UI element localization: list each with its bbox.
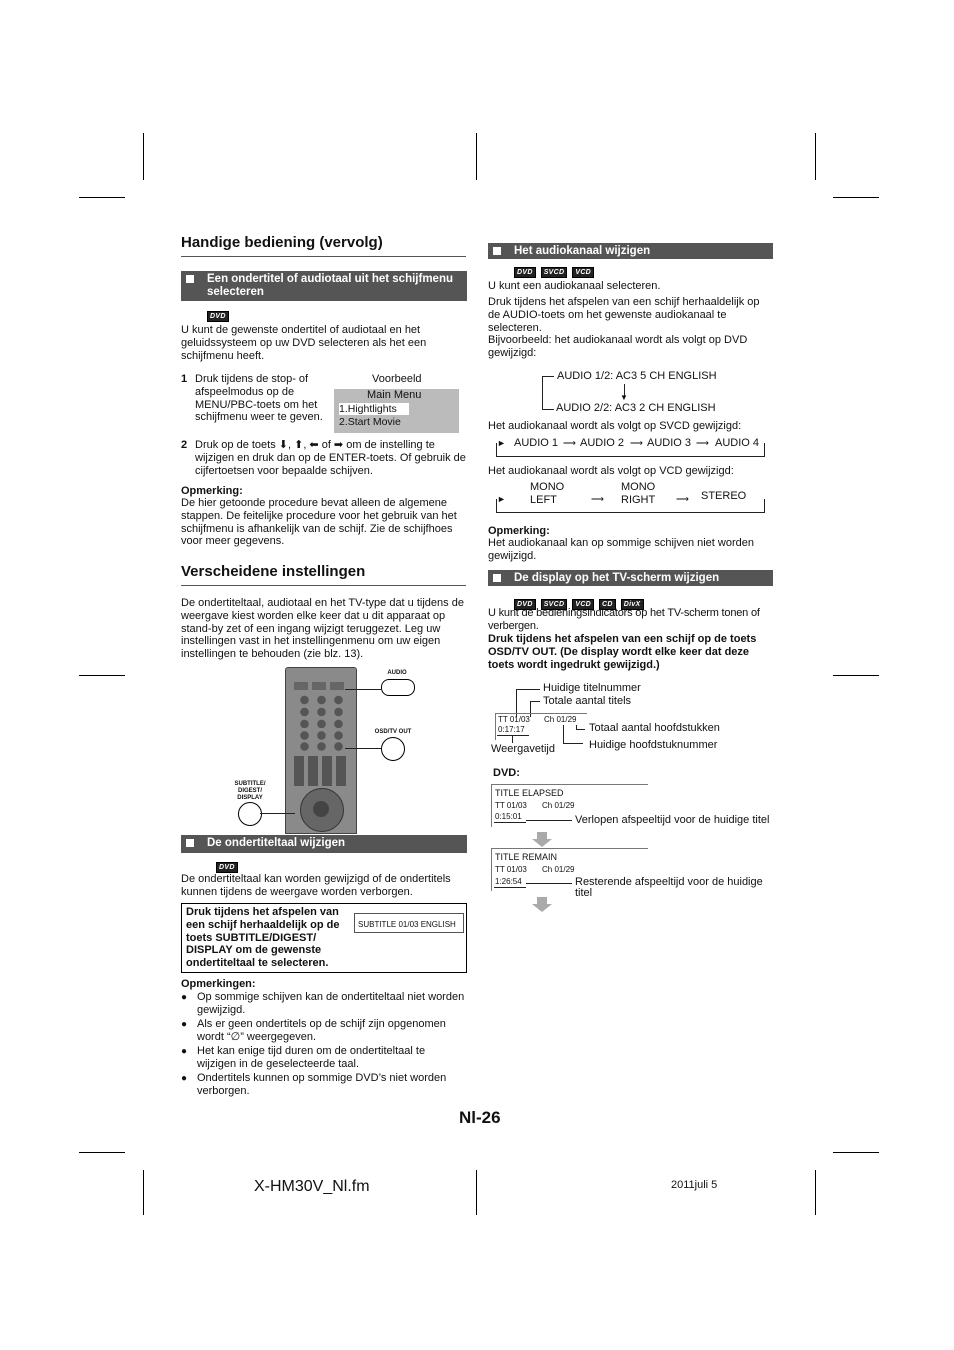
vcd-mono-left: MONO LEFT — [530, 481, 565, 506]
step1-number: 1 — [181, 373, 188, 385]
label-total-chapters: Totaal aantal hoofdstukken — [589, 722, 720, 734]
footer-date: 2011juli 5 — [671, 1179, 718, 1191]
svcd-audio-4: AUDIO 4 — [715, 437, 760, 449]
vcd-caption: Het audiokanaal wordt als volgt op VCD gewijzigd: — [488, 465, 734, 477]
vcd-stereo: STEREO — [701, 490, 747, 502]
note-item-4: ● Ondertitels kunnen op sommige DVD’s niet worden verborgen. — [181, 1072, 466, 1098]
section-title-ondertiteltaal: De ondertiteltaal wijzigen — [207, 837, 346, 849]
example-menu-screen — [334, 389, 459, 433]
example-label: Voorbeeld — [372, 373, 422, 385]
status-tt: TT 01/03 — [498, 715, 530, 724]
dvd-badge: DVD — [207, 311, 229, 322]
note-label: Opmerking: — [181, 485, 243, 497]
label-playtime: Weergavetijd — [491, 743, 555, 755]
misc-intro: De ondertiteltaal, audiotaal en het TV-type dat u tijdens de weergave kiest worden elke keer dat u dit apparaat op stand-by zet of een ingang wijzigt teruggezet. Leg uw instellingen vast in het instellingenmenu om uw eigen instellingen te behouden (zie blz. 13). — [181, 597, 464, 661]
section-bar-audiokanaal — [488, 243, 773, 259]
dvd-audio-1: AUDIO 1/2: AC3 5 CH ENGLISH — [557, 370, 717, 382]
svcd-audio-2: AUDIO 2 — [580, 437, 625, 449]
osd-button-callout — [381, 737, 405, 761]
svcd-audio-1: AUDIO 1 — [514, 437, 559, 449]
section-title-audiokanaal: Het audiokanaal wijzigen — [514, 245, 651, 257]
svcd-audio-3: AUDIO 3 — [647, 437, 692, 449]
heading-verscheidene: Verscheidene instellingen — [181, 563, 366, 580]
label-current-chapter: Huidige hoofdstuknummer — [589, 739, 718, 751]
page-number: Nl-26 — [459, 1108, 501, 1127]
step1-text: Druk tijdens de stop- of afspeelmodus op de MENU/PBC-toets om het schijfmenu weer te geven. — [195, 373, 323, 424]
dvd-label: DVD: — [493, 767, 520, 779]
sec3-note-text: Het audiokanaal kan op sommige schijven niet worden gewijzigd. — [488, 537, 754, 562]
sec3-note-label: Opmerking: — [488, 525, 550, 537]
svcd-badge: SVCD — [541, 267, 568, 278]
note-item-2: ● Als er geen ondertitels op de schijf zijn opgenomen wordt “∅” weergegeven. — [181, 1018, 466, 1044]
section-bar-schijfmenu — [181, 271, 467, 301]
section-title-display: De display op het TV-scherm wijzigen — [514, 572, 720, 584]
osd1-ch: Ch 01/29 — [542, 801, 575, 810]
osd1-title: TITLE ELAPSED — [495, 788, 564, 798]
sec4-p1: U kunt de bedieningsindicators op het TV-scherm tonen of verbergen. — [488, 607, 760, 632]
subtitle-instruction: Druk tijdens het afspelen van een schijf herhaaldelijk op de toets SUBTITLE/DIGEST/ DISPLAY om de gewenste ondertiteltaal te selecteren. — [186, 906, 340, 970]
vcd-badge-2: VCD — [572, 599, 594, 610]
sec3-p3: Bijvoorbeeld: het audiokanaal wordt als volgt op DVD gewijzigd: — [488, 334, 748, 359]
note-text: De hier getoonde procedure bevat alleen de algemene stappen. De feitelijke procedure voor het gebruik van het schijfmenu is afhankelijk van de schijf. Zie de schijfhoes voor meer gegevens. — [181, 497, 457, 548]
cd-badge: CD — [599, 599, 616, 610]
remote-audio-label: AUDIO — [387, 670, 407, 676]
label-current-title: Huidige titelnummer — [543, 682, 641, 694]
remote-control-image — [285, 667, 357, 834]
footer-filename: X-HM30V_Nl.fm — [254, 1178, 370, 1195]
heading-handige-bediening: Handige bediening (vervolg) — [181, 234, 383, 251]
section-bar-ondertiteltaal — [181, 835, 467, 853]
sec2-intro: De ondertiteltaal kan worden gewijzigd of de ondertitels kunnen tijdens de weergave worden verborgen. — [181, 873, 451, 898]
subtitle-osd-display: SUBTITLE 01/03 ENGLISH — [354, 913, 464, 933]
subtitle-instruction-box — [181, 903, 467, 973]
svcd-caption: Het audiokanaal wordt als volgt op SVCD gewijzigd: — [488, 420, 742, 432]
osd1-desc: Verlopen afspeeltijd voor de huidige titel — [575, 814, 770, 826]
dvd-audio-2: AUDIO 2/2: AC3 2 CH ENGLISH — [556, 402, 716, 414]
osd1-tt: TT 01/03 — [495, 801, 527, 810]
audio-button-callout — [381, 679, 415, 696]
dvd-badge-2: DVD — [216, 862, 238, 873]
notes-label: Opmerkingen: — [181, 978, 256, 990]
section-bar-display — [488, 570, 773, 586]
dvd-badge-4: DVD — [514, 599, 536, 610]
osd2-time: 1:26:54 — [495, 877, 522, 886]
down-arrow-icon-2 — [532, 897, 552, 912]
remote-subtitle-label: SUBTITLE/ DIGEST/ DISPLAY — [234, 781, 266, 801]
status-time: 0:17:17 — [498, 725, 525, 734]
osd2-title: TITLE REMAIN — [495, 852, 558, 862]
sec4-bold: Druk tijdens het afspelen van een schijf op de toets OSD/TV OUT. (De display wordt elke keer dat deze toets wordt ingedrukt gewijzigd.) — [488, 633, 757, 671]
example-menu-item-1: 1.Hightlights — [339, 403, 409, 415]
sec3-p2: Druk tijdens het afspelen van een schijf herhaaldelijk op de AUDIO-toets om het gewenste audiokanaal te selecteren. — [488, 296, 760, 334]
subtitle-button-callout — [238, 802, 262, 826]
sec3-p1: U kunt een audiokanaal selecteren. — [488, 280, 661, 292]
osd2-desc: Resterende afspeeltijd voor de huidige titel — [575, 876, 763, 899]
step2-number: 2 — [181, 439, 188, 451]
step2-text: Druk op de toets ⬇, ⬆, ⬅ of ➡ om de instelling te wijzigen en druk dan op de ENTER-toets. Of gebruik de cijfertoetsen voor bepaalde schijven. — [195, 439, 466, 477]
divx-badge: DivX — [621, 599, 644, 610]
vcd-badge: VCD — [572, 267, 594, 278]
vcd-mono-right: MONO RIGHT — [621, 481, 656, 506]
down-arrow-icon — [532, 832, 552, 847]
status-ch: Ch 01/29 — [544, 715, 577, 724]
example-menu-title: Main Menu — [367, 389, 422, 401]
osd2-tt: TT 01/03 — [495, 865, 527, 874]
osd2-ch: Ch 01/29 — [542, 865, 575, 874]
example-menu-item-2: 2.Start Movie — [339, 416, 401, 428]
section-title-schijfmenu: Een ondertitel of audiotaal uit het schijfmenu selecteren — [207, 273, 453, 298]
osd1-time: 0:15:01 — [495, 812, 522, 821]
note-item-3: ● Het kan enige tijd duren om de ondertiteltaal te wijzigen in de geselecteerde taal. — [181, 1045, 466, 1071]
dvd-badge-3: DVD — [514, 267, 536, 278]
note-item-1: ● Op sommige schijven kan de ondertiteltaal niet worden gewijzigd. — [181, 991, 466, 1017]
label-total-titles: Totale aantal titels — [543, 695, 632, 707]
svcd-badge-2: SVCD — [541, 599, 568, 610]
sec1-intro: U kunt de gewenste ondertitel of audiotaal en het geluidssysteem op uw DVD selecteren als het een schijfmenu heeft. — [181, 324, 427, 362]
remote-osd-label: OSD/TV OUT — [374, 729, 412, 735]
